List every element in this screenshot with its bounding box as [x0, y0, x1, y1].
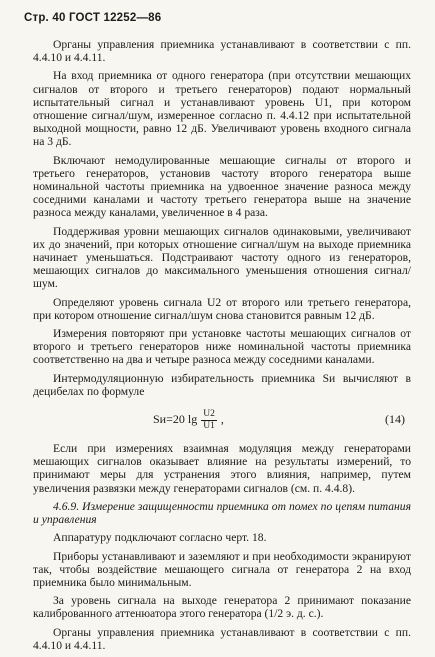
- paragraph: Если при измерениях взаимная модуляция между генераторами мешающих сигналов оказывает влияние на результаты измерений, то принимают меры для устранения этого влияния, например, путем увеличения развязки между генераторами сигналов (см. п. 4.4.8).: [33, 442, 411, 495]
- paragraph: Интермодуляционную избирательность приемника Sи вычисляют в децибелах по формуле: [33, 371, 411, 398]
- page-header: Стр. 40 ГОСТ 12252—86: [24, 12, 162, 24]
- paragraph: Измерения повторяют при установке частоты мешающих сигналов от второго и третьего генераторов ниже номинальной частоты приемника соответственно на два и четыре разноса между соседними каналами.: [33, 327, 411, 367]
- paragraph: Поддерживая уровни мешающих сигналов одинаковыми, увеличивают их до значений, при которых отношение сигнал/шум на выходе приемника начинает уменьшаться. Подстраивают частоту одного из генераторов, мешающих сигналов до максимального уменьшения отношения сигнал/шум.: [33, 224, 411, 291]
- formula-expression: [153, 409, 224, 432]
- paragraph: Органы управления приемника устанавливают в соответствии с пп. 4.4.10 и 4.4.11.: [33, 38, 411, 65]
- paragraph: Включают немодулированные мешающие сигналы от второго и третьего генераторов, установив частоту второго генератора выше номинальной частоты приемника на удвоенное значение разноса между соседними каналами и частоту третьего генератора выше на значение разноса между каналами, увеличенное в 4 раза.: [33, 153, 411, 220]
- paragraph: За уровень сигнала на выходе генератора 2 принимают показание калиброванного аттенюатора этого генератора (1/2 э. д. с.).: [33, 594, 411, 621]
- paragraph: Приборы устанавливают и заземляют и при необходимости экранируют так, чтобы воздействие мешающего сигнала от генератора 2 на вход приемника было минимальным.: [33, 549, 411, 589]
- paragraph: На вход приемника от одного генератора (при отсутствии мешающих сигналов от второго и третьего генераторов) подают нормальный испытательный сигнал и устанавливают уровень U1, при котором отношение сигнал/шум, измеренное согласно п. 4.4.12 при испытательной выходной мощности, равно 12 дБ. Увеличивают уровень входного сигнала на 3 дБ.: [33, 69, 411, 149]
- section-heading: 4.6.9. Измерение защищенности приемника от помех по цепям питания и управления: [33, 499, 411, 527]
- formula-denominator: U1: [203, 420, 215, 431]
- formula-tail: ,: [220, 412, 224, 427]
- formula-numerator: U2: [203, 408, 215, 419]
- equation-number: (14): [385, 412, 405, 427]
- formula-14: [33, 404, 411, 436]
- formula-lhs: Sи=20 lg: [153, 412, 198, 427]
- paragraph: Определяют уровень сигнала U2 от второго или третьего генератора, при котором отношение сигнал/шум снова становится равным 12 дБ.: [33, 295, 411, 322]
- formula-fraction: [201, 409, 217, 432]
- paragraph: Органы управления приемника устанавливают в соответствии с пп. 4.4.10 и 4.4.11.: [33, 625, 411, 652]
- document-body: [33, 38, 411, 657]
- paragraph: Аппаратуру подключают согласно черт. 18.: [53, 531, 267, 545]
